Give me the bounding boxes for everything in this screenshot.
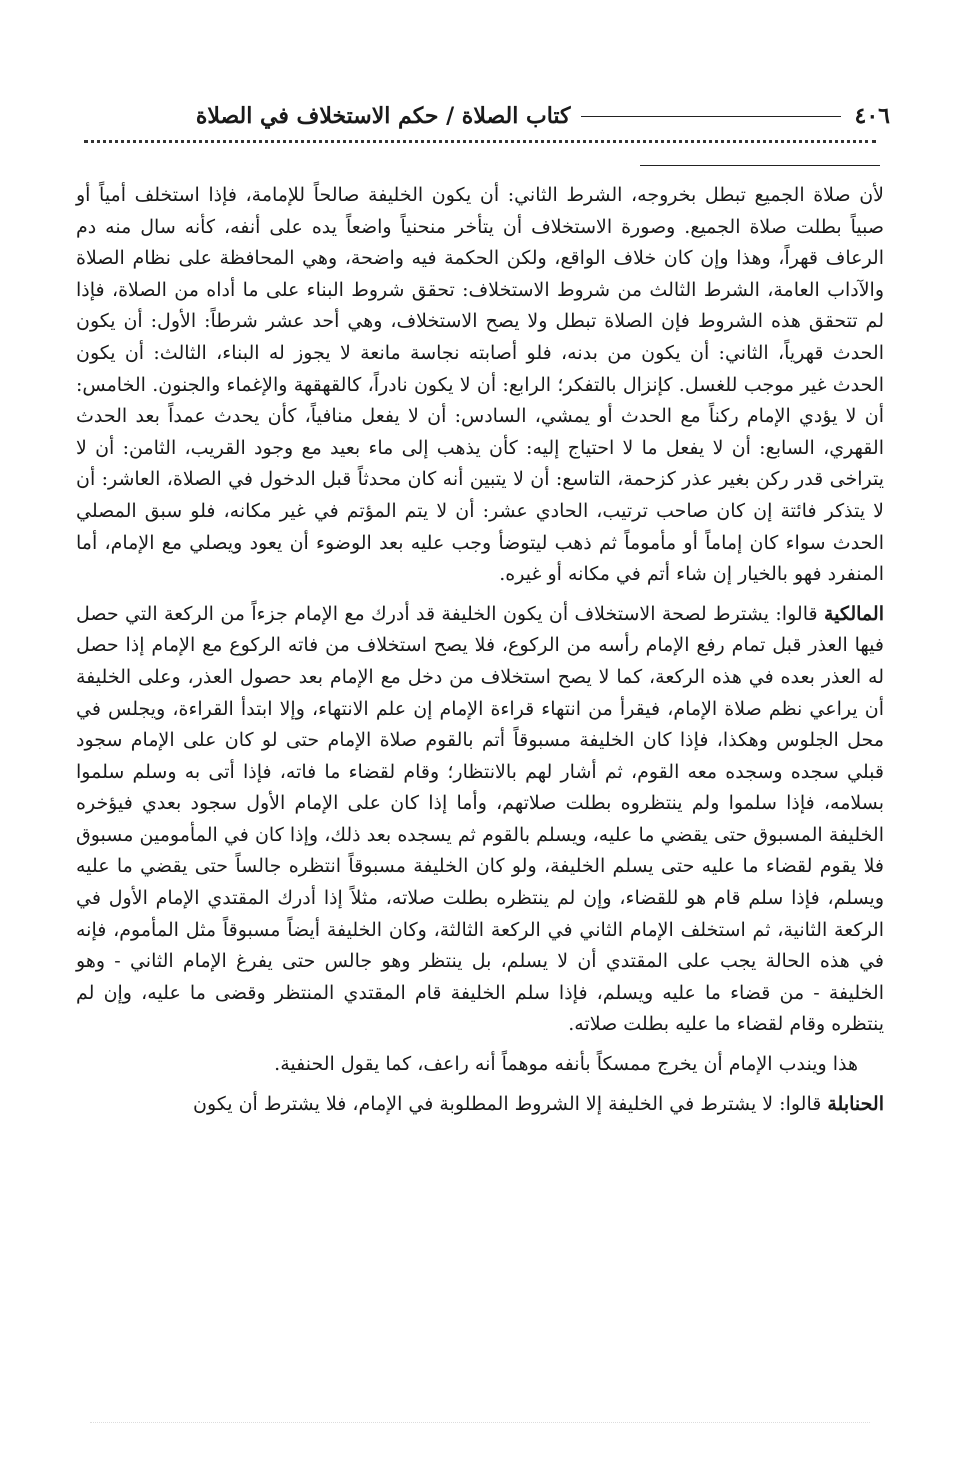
paragraph-text: هذا ويندب الإمام أن يخرج ممسكاً بأنفه موهماً أنه راعف، كما يقول الحنفية. bbox=[274, 1053, 858, 1076]
paragraph-text: قالوا: يشترط لصحة الاستخلاف أن يكون الخليفة قد أدرك مع الإمام جزءاً من الركعة التي حصل فيها العذر قبل تمام رفع الإمام رأسه من الركوع، فلا يصح استخلاف من فاته الركوع مع الإمام إذا حصل له العذر بعده في هذه الركعة، كما لا يصح استخلاف من دخل مع الإمام بعد حصول العذر، وعلى الخليفة أن يراعي نظم صلاة الإمام، فيقرأ من انتهاء قراءة الإمام إن علم الانتهاء، وإلا ابتدأ القراءة، ويجلس في محل الجلوس وهكذا، فإذا كان الخليفة مسبوقاً أتم بالقوم صلاة الإمام حتى لو كان على الإمام سجود قبلي سجده وسجده معه القوم، ثم أشار لهم بالانتظار؛ وقام لقضاء ما فاته، فإذا أتى به وسلم سلموا بسلامه، فإذا سلموا ولم ينتظروه بطلت صلاتهم، وأما إذا كان على الإمام الأول سجود بعدي فيؤخره الخليفة المسبوق حتى يقضي ما عليه، ويسلم بالقوم ثم يسجده بعد ذلك، وإذا كان في المأمومين مسبوق فلا يقوم لقضاء ما عليه حتى يسلم الخليفة، ولو كان الخليفة مسبوقاً انتظره جالساً حتى يقضي ما عليه ويسلم، فإذا سلم قام هو للقضاء، وإن لم ينتظره بطلت صلاته، مثلاً إذا أدرك المقتدي الإمام الأول في الركعة الثانية، ثم استخلف الإمام الثاني في الركعة الثالثة، وكان الخليفة أيضاً مسبوقاً مثل المأموم، فإنه في هذه الحالة يجب على المقتدي أن لا يسلم، بل ينتظر وهو جالس حتى يفرغ الإمام الثاني - وهو الخليفة - من قضاء ما عليه ويسلم، فإذا سلم الخليفة قام المقتدي المنتظر وقضى ما عليه، وإن لم ينتظره وقام لقضاء ما عليه بطلت صلاته. bbox=[76, 602, 884, 1036]
school-label: المالكية bbox=[823, 602, 884, 625]
paragraph-hanafi-continuation bbox=[76, 180, 884, 591]
paragraph-hanabila bbox=[76, 1089, 884, 1121]
body-text bbox=[76, 180, 884, 1128]
running-header bbox=[70, 96, 890, 136]
page-number: ٤٠٦ bbox=[854, 103, 890, 129]
paragraph-note bbox=[76, 1049, 884, 1081]
header-rule bbox=[581, 116, 841, 117]
paragraph-text: قالوا: لا يشترط في الخليفة إلا الشروط المطلوبة في الإمام، فلا يشترط أن يكون bbox=[193, 1092, 822, 1115]
school-label: الحنابلة bbox=[827, 1092, 884, 1115]
footnote-rule bbox=[640, 165, 880, 166]
paragraph-malikiyya bbox=[76, 599, 884, 1041]
bleed-through-noise bbox=[90, 1422, 870, 1435]
paragraph-text: لأن صلاة الجميع تبطل بخروجه، الشرط الثاني: أن يكون الخليفة صالحاً للإمامة، فإذا استخلف أمياً أو صبياً بطلت صلاة الجميع. وصورة الاستخلاف أن يتأخر منحنياً واضعاً يده على أنفه، كأنه سال منه دم الرعاف قهراً، وهذا وإن كان خلاف الواقع، ولكن الحكمة فيه واضحة، وهي المحافظة على نظام الصلاة والآداب العامة، الشرط الثالث من شروط الاستخلاف: تحقق شروط البناء على ما أداه من الصلاة، فإذا لم تتحقق هذه الشروط فإن الصلاة تبطل ولا يصح الاستخلاف، وهي أحد عشر شرطاً: الأول: أن يكون الحدث قهرياً، الثاني: أن يكون من بدنه، فلو أصابته نجاسة مانعة لا يجوز له البناء، الثالث: أن يكون الحدث غير موجب للغسل. كإنزال بالتفكر؛ الرابع: أن لا يكون نادراً، كالقهقهة والإغماء والجنون. الخامس: أن لا يؤدي الإمام ركناً مع الحدث أو يمشي، السادس: أن لا يفعل منافياً، كأن يحدث عمداً بعد الحدث القهري، السابع: أن لا يفعل ما لا احتياج إليه: كأن يذهب إلى ماء بعيد مع وجود القريب، الثامن: أن لا يتراخى قدر ركن بغير عذر كزحمة، التاسع: أن لا يتبين أنه كان محدثاً قبل الدخول في الصلاة، العاشر: أن لا يتذكر فائتة إن كان صاحب ترتيب، الحادي عشر: أن لا يتم المؤتم في غير مكانه، فلو سبق المصلي الحدث سواء كان إماماً أو مأموماً ثم ذهب ليتوضأ وجب عليه بعد الوضوء أن يعود ويصلي مع الإمام، أما المنفرد فهو بالخيار إن شاء أتم في مكانه أو غيره. bbox=[76, 184, 884, 586]
running-title: كتاب الصلاة / حكم الاستخلاف في الصلاة bbox=[195, 103, 571, 129]
dotted-separator bbox=[84, 140, 876, 147]
